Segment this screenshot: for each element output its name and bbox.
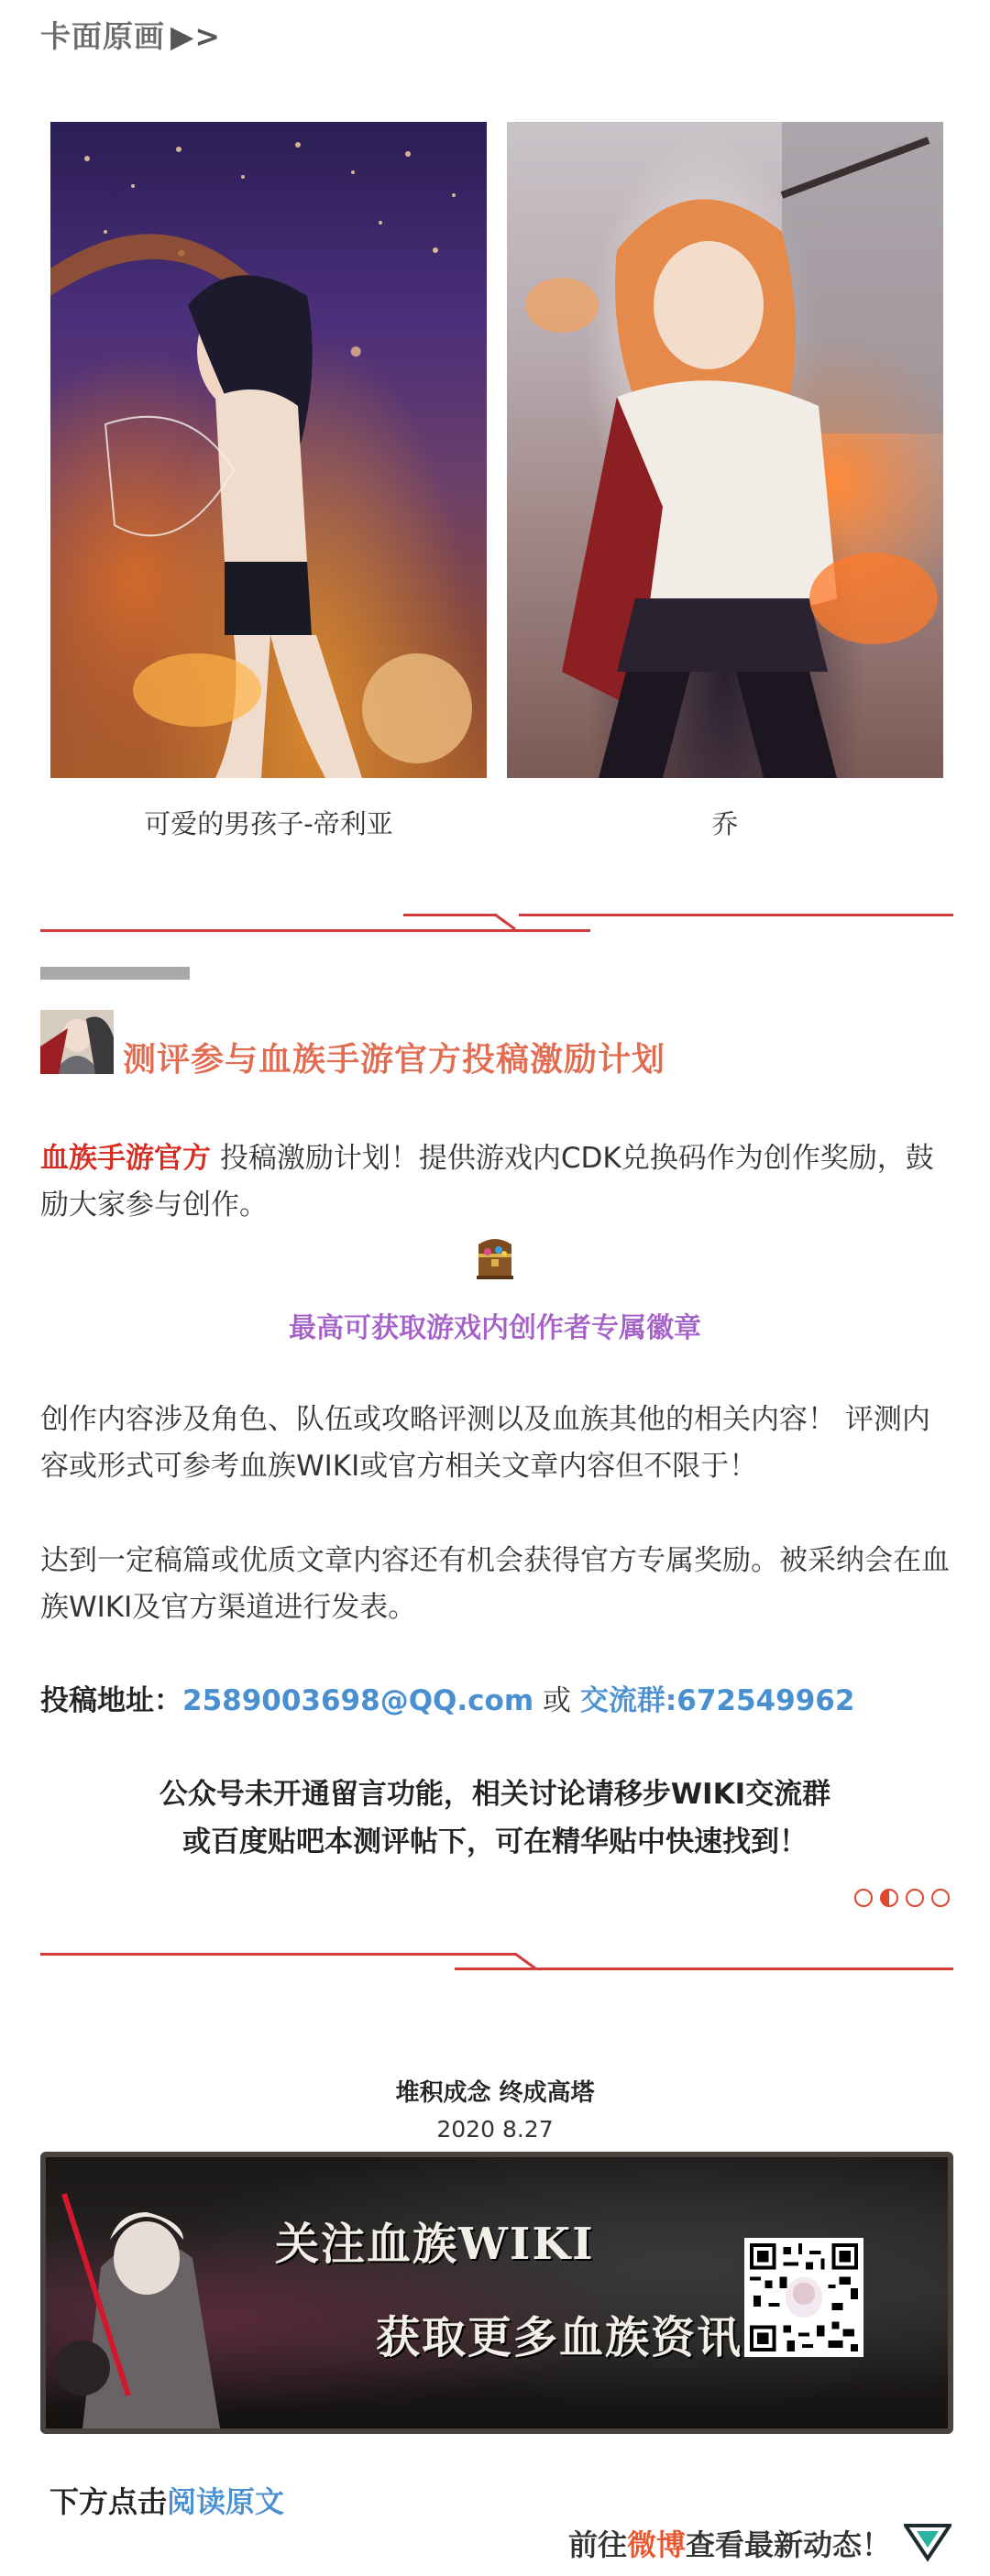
weibo-suffix: 查看最新动态！ xyxy=(685,2527,891,2562)
content-scope-paragraph: 创作内容涉及角色、队伍或攻略评测以及血族其他的相关内容！ 评测内容或形式可参考血族WIKI或官方相关文章内容但不限于！ xyxy=(40,1403,930,1483)
read-original-line xyxy=(50,2479,284,2521)
card-art-illustration xyxy=(50,122,487,778)
submission-label: 投稿地址： xyxy=(40,1684,182,1717)
campaign-title: 测评参与血族手游官方投稿激励计划 xyxy=(123,1041,666,1079)
weibo-line xyxy=(568,2522,891,2564)
footer-date: 2020 8.27 xyxy=(436,2116,554,2143)
notice-line-1: 公众号未开通留言功能，相关讨论请移步WIKI交流群 xyxy=(159,1778,831,1811)
community-group-link[interactable]: 交流群:672549962 xyxy=(579,1684,855,1717)
qr-code-icon[interactable] xyxy=(744,2238,864,2357)
banner-character-art xyxy=(46,2157,266,2428)
pager-dot[interactable] xyxy=(931,1889,950,1907)
treasure-chest-icon xyxy=(473,1235,517,1283)
section-title-text: 卡面原画 xyxy=(40,18,165,54)
badge-reward-line: 最高可获取游戏内创作者专属徽章 xyxy=(289,1312,701,1344)
submission-line xyxy=(40,1678,952,1725)
card-art-illustration xyxy=(507,122,943,778)
banner-line-2: 获取更多血族资讯 xyxy=(376,2312,743,2363)
triangle-logo-icon xyxy=(904,2522,952,2562)
intro-highlight: 血族手游官方 xyxy=(40,1142,211,1175)
card-caption-left: 可爱的男孩子-帝利亚 xyxy=(144,808,393,839)
submission-or: 或 xyxy=(534,1684,580,1717)
footer-slogan: 堆积成念 终成高塔 xyxy=(395,2079,595,2107)
pager-dot[interactable] xyxy=(854,1889,873,1907)
intro-paragraph xyxy=(40,1135,952,1229)
gray-accent-bar xyxy=(40,967,190,980)
card-art-qiao[interactable] xyxy=(507,122,943,778)
read-original-link[interactable]: 阅读原文 xyxy=(167,2484,285,2519)
card-caption-right: 乔 xyxy=(711,808,739,839)
intro-text: 投稿激励计划！提供游戏内CDK兑换码作为创作奖励，鼓励大家参与创作。 xyxy=(40,1142,934,1222)
weibo-prefix: 前往 xyxy=(567,2527,627,2562)
carousel-pager xyxy=(854,1889,950,1907)
banner-avatar xyxy=(40,1010,114,1074)
divider-notch xyxy=(493,913,521,933)
banner-line-1: 关注血族WIKI xyxy=(275,2219,595,2270)
section-title xyxy=(40,13,221,56)
submission-email-link[interactable]: 2589003698@QQ.com xyxy=(182,1684,534,1717)
play-arrow-icon: ▶> xyxy=(170,18,222,54)
card-art-diliya[interactable] xyxy=(50,122,487,778)
weibo-link[interactable]: 微博 xyxy=(626,2527,686,2562)
pager-dot[interactable] xyxy=(906,1889,924,1907)
wiki-follow-banner[interactable] xyxy=(40,2152,953,2434)
reward-paragraph: 达到一定稿篇或优质文章内容还有机会获得官方专属奖励。被采纳会在血族WIKI及官方渠道进行发表。 xyxy=(40,1544,950,1624)
notice-line-2: 或百度贴吧本测评帖下，可在精华贴中快速找到！ xyxy=(182,1825,808,1858)
read-prefix: 下方点击 xyxy=(50,2484,168,2519)
pager-dot-active[interactable] xyxy=(880,1889,898,1907)
